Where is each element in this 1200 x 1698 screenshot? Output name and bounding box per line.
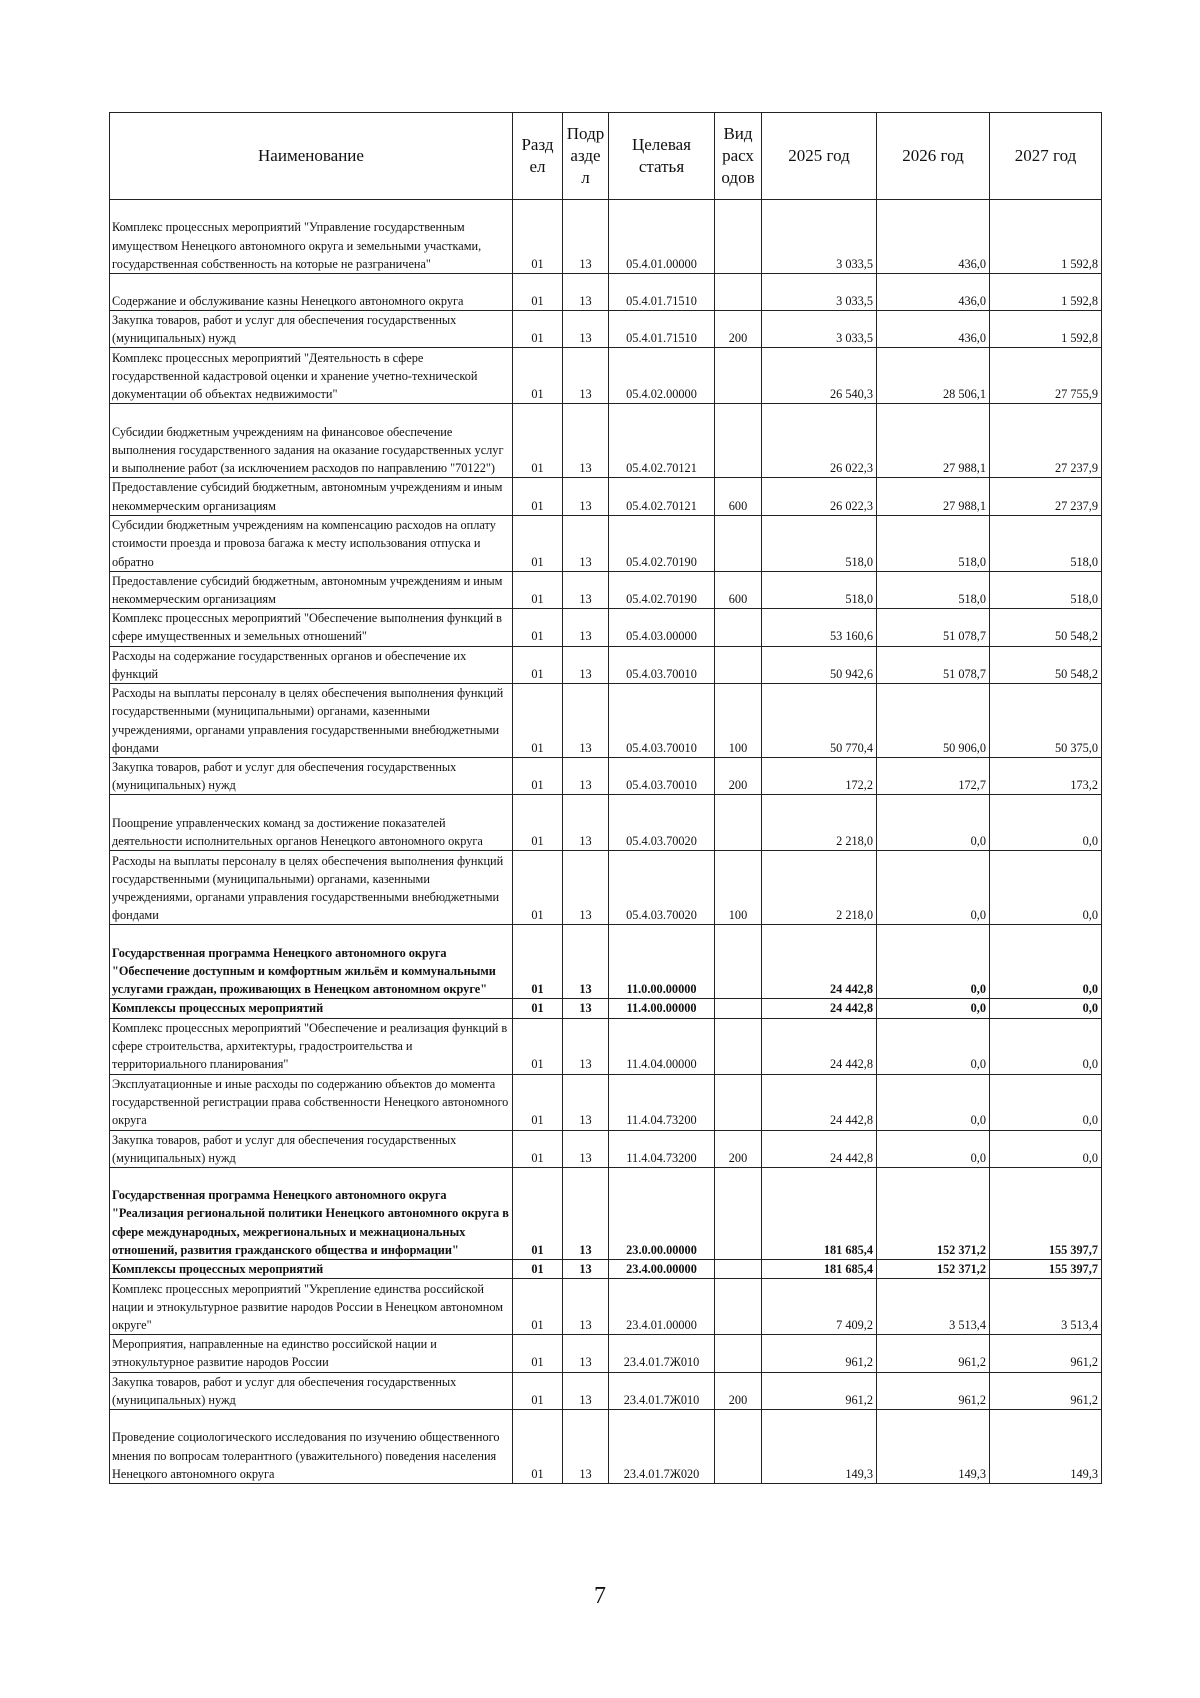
row-podrazdel: 13	[563, 478, 609, 515]
row-value-2025: 181 685,4	[762, 1260, 877, 1279]
row-name: Государственная программа Ненецкого автономного округа "Реализация региональной политики Ненецкого автономного округа в сфере международных, межрегиональных и межнациональных отношений, развития гражданского общества и информации"	[110, 1168, 513, 1260]
row-value-2026: 152 371,2	[877, 1260, 990, 1279]
table-row	[110, 646, 1102, 683]
row-podrazdel: 13	[563, 1074, 609, 1130]
row-razdel: 01	[513, 851, 563, 925]
row-name: Предоставление субсидий бюджетным, автономным учреждениям и иным некоммерческим организациям	[110, 571, 513, 608]
row-value-2026: 51 078,7	[877, 646, 990, 683]
row-name: Поощрение управленческих команд за достижение показателей деятельности исполнительных органов Ненецкого автономного округа	[110, 795, 513, 851]
row-value-2026: 436,0	[877, 274, 990, 311]
row-name: Закупка товаров, работ и услуг для обеспечения государственных (муниципальных) нужд	[110, 1130, 513, 1167]
table-row	[110, 1074, 1102, 1130]
table-row	[110, 1130, 1102, 1167]
row-razdel: 01	[513, 1074, 563, 1130]
row-vid	[715, 348, 762, 404]
row-statya: 11.4.04.73200	[609, 1130, 715, 1167]
row-vid	[715, 274, 762, 311]
row-value-2025: 24 442,8	[762, 1130, 877, 1167]
row-value-2026: 0,0	[877, 851, 990, 925]
header-name: Наименование	[110, 113, 513, 200]
page-number: 7	[594, 1583, 606, 1609]
row-name: Комплекс процессных мероприятий "Управление государственным имуществом Ненецкого автономного округа и земельными участками, государственная собственность на которые не разграничена"	[110, 200, 513, 274]
row-name: Закупка товаров, работ и услуг для обеспечения государственных (муниципальных) нужд	[110, 1372, 513, 1409]
table-row	[110, 1279, 1102, 1335]
row-value-2026: 152 371,2	[877, 1168, 990, 1260]
table-row	[110, 795, 1102, 851]
row-name: Мероприятия, направленные на единство российской нации и этнокультурное развитие народов России	[110, 1335, 513, 1372]
row-value-2026: 172,7	[877, 758, 990, 795]
row-value-2027: 0,0	[990, 999, 1102, 1018]
row-value-2026: 149,3	[877, 1410, 990, 1484]
header-2026: 2026 год	[877, 113, 990, 200]
header-razdel: Разд ел	[513, 113, 563, 200]
budget-table	[109, 112, 1102, 1484]
row-value-2027: 173,2	[990, 758, 1102, 795]
row-statya: 05.4.01.71510	[609, 311, 715, 348]
row-value-2025: 24 442,8	[762, 999, 877, 1018]
row-value-2027: 155 397,7	[990, 1168, 1102, 1260]
row-vid	[715, 1335, 762, 1372]
row-vid	[715, 1279, 762, 1335]
row-vid: 600	[715, 478, 762, 515]
row-podrazdel: 13	[563, 515, 609, 571]
row-statya: 11.4.04.73200	[609, 1074, 715, 1130]
row-name: Комплекс процессных мероприятий "Деятельность в сфере государственной кадастровой оценки и хранение учетно-технической документации об объектах недвижимости"	[110, 348, 513, 404]
row-value-2027: 1 592,8	[990, 311, 1102, 348]
row-podrazdel: 13	[563, 1260, 609, 1279]
row-podrazdel: 13	[563, 311, 609, 348]
row-value-2027: 27 237,9	[990, 478, 1102, 515]
row-value-2026: 518,0	[877, 515, 990, 571]
row-value-2026: 0,0	[877, 1130, 990, 1167]
row-value-2025: 181 685,4	[762, 1168, 877, 1260]
row-value-2027: 518,0	[990, 571, 1102, 608]
table-row	[110, 274, 1102, 311]
table-row	[110, 609, 1102, 646]
row-name: Расходы на содержание государственных органов и обеспечение их функций	[110, 646, 513, 683]
row-statya: 05.4.03.70010	[609, 646, 715, 683]
row-razdel: 01	[513, 646, 563, 683]
row-value-2027: 0,0	[990, 925, 1102, 999]
row-value-2027: 0,0	[990, 795, 1102, 851]
row-podrazdel: 13	[563, 999, 609, 1018]
row-statya: 05.4.03.70010	[609, 758, 715, 795]
row-value-2025: 149,3	[762, 1410, 877, 1484]
header-2025: 2025 год	[762, 113, 877, 200]
row-podrazdel: 13	[563, 348, 609, 404]
row-vid: 200	[715, 1130, 762, 1167]
row-statya: 11.0.00.00000	[609, 925, 715, 999]
row-value-2025: 518,0	[762, 571, 877, 608]
row-razdel: 01	[513, 795, 563, 851]
table-row	[110, 1372, 1102, 1409]
table-row	[110, 515, 1102, 571]
row-value-2027: 961,2	[990, 1335, 1102, 1372]
row-podrazdel: 13	[563, 1018, 609, 1074]
row-statya: 23.4.01.7Ж020	[609, 1410, 715, 1484]
row-podrazdel: 13	[563, 1168, 609, 1260]
row-razdel: 01	[513, 1410, 563, 1484]
row-value-2025: 50 942,6	[762, 646, 877, 683]
row-name: Комплекс процессных мероприятий "Укрепление единства российской нации и этнокультурное развитие народов России в Ненецком автономном округе"	[110, 1279, 513, 1335]
row-value-2025: 961,2	[762, 1335, 877, 1372]
table-row	[110, 1410, 1102, 1484]
row-statya: 05.4.01.00000	[609, 200, 715, 274]
header-vid: Вид расх одов	[715, 113, 762, 200]
row-razdel: 01	[513, 758, 563, 795]
header-podrazdel: Подр азде л	[563, 113, 609, 200]
row-value-2025: 3 033,5	[762, 200, 877, 274]
table-row	[110, 925, 1102, 999]
row-razdel: 01	[513, 311, 563, 348]
row-podrazdel: 13	[563, 200, 609, 274]
row-podrazdel: 13	[563, 1372, 609, 1409]
row-statya: 11.4.04.00000	[609, 1018, 715, 1074]
row-vid: 200	[715, 311, 762, 348]
row-statya: 05.4.03.70020	[609, 851, 715, 925]
row-value-2027: 50 375,0	[990, 684, 1102, 758]
row-value-2026: 436,0	[877, 200, 990, 274]
row-value-2025: 7 409,2	[762, 1279, 877, 1335]
header-2027: 2027 год	[990, 113, 1102, 200]
row-value-2025: 961,2	[762, 1372, 877, 1409]
row-podrazdel: 13	[563, 1410, 609, 1484]
row-podrazdel: 13	[563, 1279, 609, 1335]
row-razdel: 01	[513, 515, 563, 571]
row-value-2026: 961,2	[877, 1335, 990, 1372]
row-value-2027: 0,0	[990, 1074, 1102, 1130]
row-name: Комплексы процессных мероприятий	[110, 999, 513, 1018]
row-value-2026: 28 506,1	[877, 348, 990, 404]
row-vid: 600	[715, 571, 762, 608]
row-value-2027: 0,0	[990, 851, 1102, 925]
row-razdel: 01	[513, 1130, 563, 1167]
row-value-2026: 27 988,1	[877, 478, 990, 515]
row-statya: 23.0.00.00000	[609, 1168, 715, 1260]
row-statya: 05.4.03.70020	[609, 795, 715, 851]
table-row	[110, 1168, 1102, 1260]
row-name: Предоставление субсидий бюджетным, автономным учреждениям и иным некоммерческим организациям	[110, 478, 513, 515]
row-statya: 23.4.00.00000	[609, 1260, 715, 1279]
row-podrazdel: 13	[563, 925, 609, 999]
row-name: Расходы на выплаты персоналу в целях обеспечения выполнения функций государственными (муниципальными) органами, казенными учреждениями, органами управления государственными внебюджетными фондами	[110, 684, 513, 758]
row-name: Субсидии бюджетным учреждениям на компенсацию расходов на оплату стоимости проезда и провоза багажа к месту использования отпуска и обратно	[110, 515, 513, 571]
row-name: Закупка товаров, работ и услуг для обеспечения государственных (муниципальных) нужд	[110, 758, 513, 795]
row-razdel: 01	[513, 274, 563, 311]
row-podrazdel: 13	[563, 1335, 609, 1372]
row-value-2025: 518,0	[762, 515, 877, 571]
row-value-2026: 518,0	[877, 571, 990, 608]
row-razdel: 01	[513, 1335, 563, 1372]
row-vid: 200	[715, 1372, 762, 1409]
row-vid	[715, 515, 762, 571]
row-value-2026: 50 906,0	[877, 684, 990, 758]
row-vid: 100	[715, 851, 762, 925]
row-podrazdel: 13	[563, 646, 609, 683]
row-value-2025: 2 218,0	[762, 795, 877, 851]
row-value-2027: 27 755,9	[990, 348, 1102, 404]
row-vid	[715, 200, 762, 274]
row-podrazdel: 13	[563, 609, 609, 646]
row-podrazdel: 13	[563, 684, 609, 758]
row-value-2025: 26 022,3	[762, 404, 877, 478]
row-podrazdel: 13	[563, 795, 609, 851]
row-value-2025: 3 033,5	[762, 311, 877, 348]
row-razdel: 01	[513, 1372, 563, 1409]
row-podrazdel: 13	[563, 1130, 609, 1167]
row-razdel: 01	[513, 999, 563, 1018]
table-row	[110, 1018, 1102, 1074]
row-value-2026: 961,2	[877, 1372, 990, 1409]
row-value-2026: 436,0	[877, 311, 990, 348]
table-row	[110, 851, 1102, 925]
row-vid	[715, 609, 762, 646]
row-value-2027: 0,0	[990, 1018, 1102, 1074]
row-value-2025: 53 160,6	[762, 609, 877, 646]
row-razdel: 01	[513, 925, 563, 999]
row-value-2025: 2 218,0	[762, 851, 877, 925]
row-podrazdel: 13	[563, 571, 609, 608]
row-value-2027: 50 548,2	[990, 646, 1102, 683]
row-value-2027: 27 237,9	[990, 404, 1102, 478]
row-value-2027: 0,0	[990, 1130, 1102, 1167]
row-value-2027: 518,0	[990, 515, 1102, 571]
header-statya: Целевая статья	[609, 113, 715, 200]
table-header-row	[110, 113, 1102, 200]
row-vid	[715, 925, 762, 999]
row-vid	[715, 1410, 762, 1484]
row-value-2025: 50 770,4	[762, 684, 877, 758]
row-value-2027: 50 548,2	[990, 609, 1102, 646]
row-statya: 23.4.01.7Ж010	[609, 1372, 715, 1409]
row-statya: 23.4.01.7Ж010	[609, 1335, 715, 1372]
row-value-2025: 24 442,8	[762, 1074, 877, 1130]
row-statya: 05.4.03.00000	[609, 609, 715, 646]
row-name: Комплекс процессных мероприятий "Обеспечение и реализация функций в сфере строительства, архитектуры, градостроительства и территориального планирования"	[110, 1018, 513, 1074]
row-razdel: 01	[513, 1168, 563, 1260]
row-vid: 200	[715, 758, 762, 795]
row-value-2026: 0,0	[877, 795, 990, 851]
row-name: Содержание и обслуживание казны Ненецкого автономного округа	[110, 274, 513, 311]
table-row	[110, 200, 1102, 274]
row-value-2025: 172,2	[762, 758, 877, 795]
row-razdel: 01	[513, 404, 563, 478]
table-row	[110, 999, 1102, 1018]
table-row	[110, 684, 1102, 758]
table-body	[110, 200, 1102, 1484]
row-podrazdel: 13	[563, 404, 609, 478]
row-value-2027: 1 592,8	[990, 200, 1102, 274]
row-statya: 05.4.01.71510	[609, 274, 715, 311]
row-name: Эксплуатационные и иные расходы по содержанию объектов до момента государственной регистрации права собственности Ненецкого автономного округа	[110, 1074, 513, 1130]
row-statya: 05.4.02.70121	[609, 404, 715, 478]
row-name: Комплекс процессных мероприятий "Обеспечение выполнения функций в сфере имущественных и земельных отношений"	[110, 609, 513, 646]
row-statya: 23.4.01.00000	[609, 1279, 715, 1335]
row-value-2025: 26 022,3	[762, 478, 877, 515]
row-vid	[715, 1018, 762, 1074]
row-statya: 05.4.02.70190	[609, 571, 715, 608]
row-name: Расходы на выплаты персоналу в целях обеспечения выполнения функций государственными (муниципальными) органами, казенными учреждениями, органами управления государственными внебюджетными фондами	[110, 851, 513, 925]
table-row	[110, 758, 1102, 795]
row-razdel: 01	[513, 684, 563, 758]
row-vid	[715, 1074, 762, 1130]
table-row	[110, 404, 1102, 478]
row-razdel: 01	[513, 1260, 563, 1279]
row-value-2026: 0,0	[877, 925, 990, 999]
row-value-2027: 149,3	[990, 1410, 1102, 1484]
row-razdel: 01	[513, 1018, 563, 1074]
row-vid	[715, 404, 762, 478]
row-podrazdel: 13	[563, 274, 609, 311]
row-vid	[715, 999, 762, 1018]
row-razdel: 01	[513, 609, 563, 646]
row-name: Субсидии бюджетным учреждениям на финансовое обеспечение выполнения государственного задания на оказание государственных услуг и выполнение работ (за исключением расходов по направлению "70122")	[110, 404, 513, 478]
row-value-2025: 3 033,5	[762, 274, 877, 311]
table-row	[110, 348, 1102, 404]
row-value-2025: 24 442,8	[762, 925, 877, 999]
row-razdel: 01	[513, 200, 563, 274]
row-value-2027: 961,2	[990, 1372, 1102, 1409]
row-value-2026: 3 513,4	[877, 1279, 990, 1335]
row-value-2026: 27 988,1	[877, 404, 990, 478]
row-value-2027: 1 592,8	[990, 274, 1102, 311]
row-name: Закупка товаров, работ и услуг для обеспечения государственных (муниципальных) нужд	[110, 311, 513, 348]
row-vid	[715, 1260, 762, 1279]
row-statya: 05.4.02.00000	[609, 348, 715, 404]
row-razdel: 01	[513, 1279, 563, 1335]
row-value-2027: 155 397,7	[990, 1260, 1102, 1279]
row-vid	[715, 646, 762, 683]
row-podrazdel: 13	[563, 758, 609, 795]
row-value-2025: 24 442,8	[762, 1018, 877, 1074]
row-podrazdel: 13	[563, 851, 609, 925]
table-row	[110, 478, 1102, 515]
row-statya: 05.4.03.70010	[609, 684, 715, 758]
table-row	[110, 1260, 1102, 1279]
row-value-2026: 0,0	[877, 1018, 990, 1074]
table-row	[110, 311, 1102, 348]
row-value-2027: 3 513,4	[990, 1279, 1102, 1335]
row-statya: 05.4.02.70121	[609, 478, 715, 515]
row-value-2026: 51 078,7	[877, 609, 990, 646]
row-vid: 100	[715, 684, 762, 758]
row-statya: 05.4.02.70190	[609, 515, 715, 571]
row-razdel: 01	[513, 348, 563, 404]
row-vid	[715, 1168, 762, 1260]
row-value-2026: 0,0	[877, 1074, 990, 1130]
row-statya: 11.4.00.00000	[609, 999, 715, 1018]
table-row	[110, 571, 1102, 608]
row-name: Государственная программа Ненецкого автономного округа "Обеспечение доступным и комфортным жильём и коммунальными услугами граждан, проживающих в Ненецком автономном округе"	[110, 925, 513, 999]
row-vid	[715, 795, 762, 851]
row-value-2025: 26 540,3	[762, 348, 877, 404]
row-name: Комплексы процессных мероприятий	[110, 1260, 513, 1279]
row-value-2026: 0,0	[877, 999, 990, 1018]
row-razdel: 01	[513, 478, 563, 515]
row-name: Проведение социологического исследования по изучению общественного мнения по вопросам толерантного (уважительного) поведения населения Ненецкого автономного округа	[110, 1410, 513, 1484]
table-row	[110, 1335, 1102, 1372]
row-razdel: 01	[513, 571, 563, 608]
